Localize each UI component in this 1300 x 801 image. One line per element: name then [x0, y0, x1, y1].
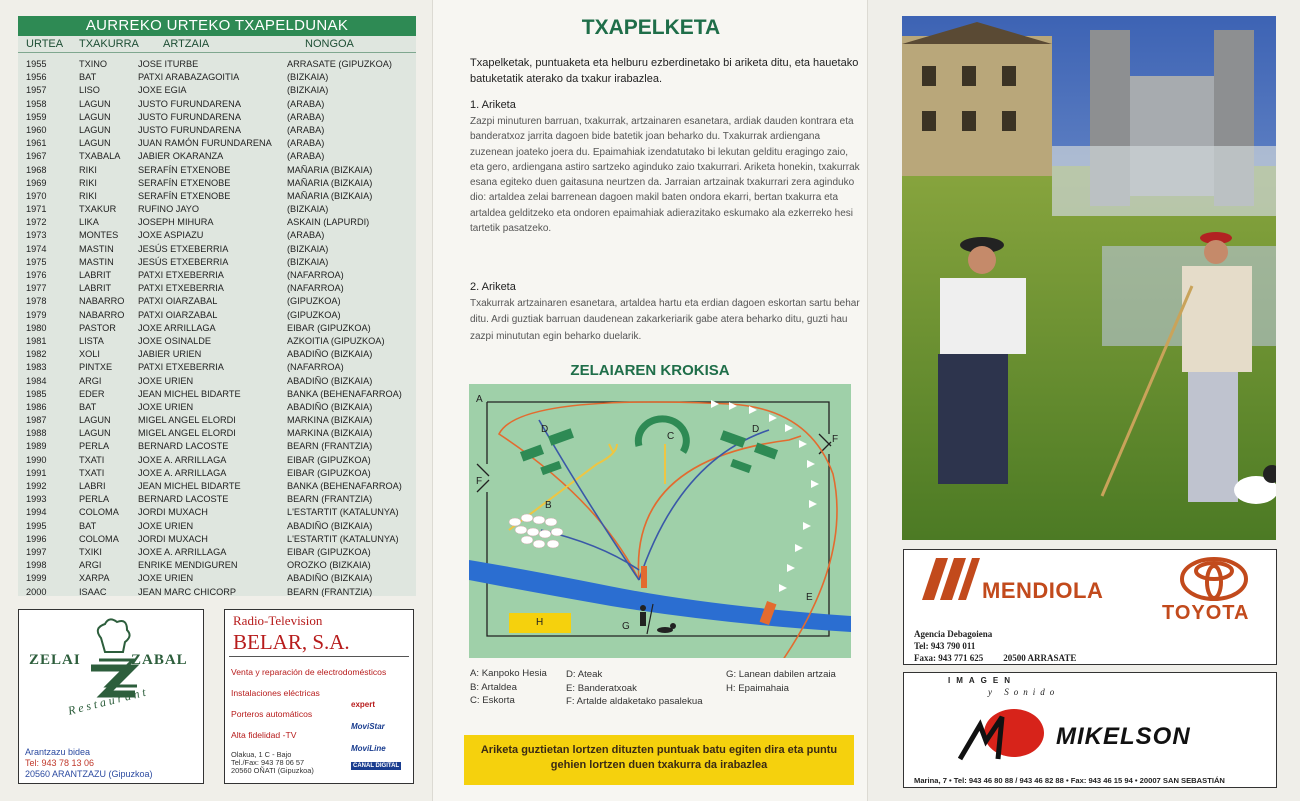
label-f-right: F — [832, 434, 839, 445]
cell-shepherd: JUSTO FURUNDARENA — [138, 124, 241, 135]
cell-shepherd: PATXI OIARZABAL — [138, 309, 218, 320]
cell-year: 1978 — [26, 296, 47, 307]
cell-origin: (ARABA) — [287, 230, 325, 241]
cell-shepherd: JESÚS ETXEBERRIA — [138, 256, 229, 267]
cell-shepherd: JORDI MUXACH — [138, 507, 208, 518]
table-row — [26, 84, 416, 97]
cell-origin: (ARABA) — [287, 138, 325, 149]
cell-origin: EIBAR (GIPUZKOA) — [287, 454, 371, 465]
cell-origin: (BIZKAIA) — [287, 243, 329, 254]
cell-dog: BAT — [79, 72, 97, 83]
cell-origin: ABADIÑO (BIZKAIA) — [287, 349, 373, 360]
table-row — [26, 137, 416, 150]
label-b: B — [545, 500, 552, 511]
table-row — [26, 440, 416, 453]
photo-collage-art — [902, 16, 1276, 540]
cell-shepherd: JABIER URIEN — [138, 349, 202, 360]
table-row — [26, 401, 416, 414]
cell-year: 1973 — [26, 230, 47, 241]
cell-origin: MARKINA (BIZKAIA) — [287, 428, 373, 439]
cell-shepherd: JOXE URIEN — [138, 401, 194, 412]
table-row — [26, 322, 416, 335]
cell-shepherd: JOXE ASPIAZU — [138, 230, 204, 241]
cell-dog: LAGUN — [79, 138, 111, 149]
table-row — [26, 124, 416, 137]
cell-year: 1988 — [26, 428, 47, 439]
cell-origin: (ARABA) — [287, 111, 325, 122]
cell-origin: MAÑARIA (BIZKAIA) — [287, 177, 373, 188]
cell-dog: COLOMA — [79, 507, 119, 518]
header-origin: NONGOA — [305, 38, 354, 50]
photo-collage — [902, 16, 1276, 540]
cell-dog: LABRI — [79, 481, 106, 491]
cell-shepherd: JABIER OKARANZA — [138, 151, 224, 162]
cell-shepherd: JOXE EGIA — [138, 85, 187, 96]
cell-dog: TXIKI — [79, 546, 102, 557]
table-row — [26, 533, 416, 546]
cell-year: 1991 — [26, 467, 47, 478]
cell-shepherd: SERAFÍN ETXENOBE — [138, 177, 231, 188]
table-row — [26, 559, 416, 572]
table-row — [26, 572, 416, 585]
cell-shepherd: JOXE A. ARRILLAGA — [138, 546, 227, 557]
table-row — [26, 203, 416, 216]
cell-shepherd: PATXI ARABAZAGOITIA — [138, 72, 240, 83]
cell-year: 1958 — [26, 98, 47, 109]
legend-c: C: Eskorta — [470, 695, 515, 706]
legend-g: G: Lanean dabilen artzaia — [726, 669, 836, 680]
cell-year: 1967 — [26, 151, 47, 162]
expert-logo: expert — [351, 700, 376, 709]
cell-dog: XARPA — [79, 573, 110, 584]
cell-shepherd: ENRIKE MENDIGUREN — [138, 560, 238, 571]
cell-dog: TXINO — [79, 59, 108, 69]
label-h: H — [536, 617, 544, 628]
cell-origin: BANKA (BEHENAFARROA) — [287, 388, 402, 399]
table-row — [26, 295, 416, 308]
cell-dog: PINTXE — [79, 362, 113, 373]
cell-origin: (BIZKAIA) — [287, 204, 329, 215]
belar-addr1: Olakua, 1 C - Bajo — [231, 750, 292, 759]
header-divider — [18, 52, 416, 53]
cell-shepherd: SERAFÍN ETXENOBE — [138, 164, 231, 175]
legend-b: B: Artaldea — [470, 681, 517, 693]
cell-dog: BAT — [79, 520, 97, 531]
cell-dog: LAGUN — [79, 98, 111, 109]
belar-service-1: Venta y reparación de electrodomésticos — [231, 667, 387, 677]
cell-shepherd: JUSTO FURUNDARENA — [138, 98, 241, 109]
cell-origin: (BIZKAIA) — [287, 72, 329, 83]
cell-year: 1998 — [26, 560, 47, 571]
champions-table — [26, 58, 416, 599]
cell-dog: LAGUN — [79, 124, 111, 135]
mikelson-logo — [958, 707, 1048, 763]
table-row — [26, 111, 416, 124]
belar-name: BELAR, S.A. — [233, 630, 350, 654]
cell-dog: XOLI — [79, 349, 100, 360]
belar-service-4: Alta fidelidad -TV — [231, 730, 297, 740]
cell-dog: PERLA — [79, 494, 110, 505]
mendiola-contact — [914, 628, 1076, 664]
table-row — [26, 216, 416, 229]
cell-year: 1961 — [26, 138, 47, 149]
table-row — [26, 269, 416, 282]
belar-address — [231, 751, 314, 775]
cell-year: 1977 — [26, 283, 47, 294]
cell-origin: BEARN (FRANTZIA) — [287, 586, 373, 597]
table-row — [26, 335, 416, 348]
cell-origin: L'ESTARTIT (KATALUNYA) — [287, 507, 399, 518]
table-row — [26, 427, 416, 440]
cell-dog: RIKI — [79, 164, 97, 175]
table-row — [26, 520, 416, 533]
table-row — [26, 164, 416, 177]
cell-year: 1984 — [26, 375, 47, 386]
toyota-logo — [1179, 556, 1249, 602]
cell-dog: NABARRO — [79, 296, 125, 307]
cell-year: 1959 — [26, 111, 47, 122]
label-d-left: D — [541, 424, 549, 435]
cell-shepherd: JOXE OSINALDE — [138, 335, 212, 346]
belar-ad — [224, 609, 414, 784]
zelai-subtitle: Restaurant — [66, 684, 151, 718]
cell-year: 1960 — [26, 124, 47, 135]
cell-origin: BANKA (BEHENAFARROA) — [287, 481, 402, 491]
label-f-left: F — [476, 476, 483, 487]
cell-origin: L'ESTARTIT (KATALUNYA) — [287, 533, 399, 544]
cell-year: 1975 — [26, 256, 47, 267]
cell-shepherd: JEAN MICHEL BIDARTE — [138, 388, 241, 399]
table-row — [26, 243, 416, 256]
cell-year: 2000 — [26, 586, 47, 597]
cell-dog: TXAKUR — [79, 204, 117, 215]
cell-shepherd: JOXE A. ARRILLAGA — [138, 454, 227, 465]
cell-year: 1989 — [26, 441, 47, 452]
cell-year: 1974 — [26, 243, 47, 254]
cell-year: 1995 — [26, 520, 47, 531]
cell-year: 1985 — [26, 388, 47, 399]
scoring-note-text: Ariketa guztietan lortzen dituzten puntuak batu egiten dira eta puntu gehien lortzen duen txakurra da irabazlea — [480, 744, 838, 771]
cell-year: 1957 — [26, 85, 47, 96]
cell-shepherd: PATXI ETXEBERRIA — [138, 362, 224, 373]
zelai-addr3: 20560 ARANTZAZU (Gipuzkoa) — [25, 769, 153, 779]
cell-origin: BEARN (FRANTZIA) — [287, 494, 373, 505]
cell-origin: (ARABA) — [287, 124, 325, 135]
cell-year: 1993 — [26, 494, 47, 505]
mendiola-agency: Agencia Debagoiena — [914, 629, 993, 639]
cell-origin: EIBAR (GIPUZKOA) — [287, 546, 371, 557]
cell-year: 1969 — [26, 177, 47, 188]
cell-shepherd: JOSEPH MIHURA — [138, 217, 214, 228]
table-row — [26, 493, 416, 506]
table-row — [26, 480, 416, 493]
cell-dog: RIKI — [79, 190, 97, 201]
cell-year: 1955 — [26, 59, 47, 69]
table-row — [26, 375, 416, 388]
cell-origin: (NAFARROA) — [287, 270, 344, 280]
cell-dog: PERLA — [79, 441, 110, 452]
left-panel — [0, 0, 432, 801]
cell-year: 1972 — [26, 217, 47, 228]
mendiola-logo — [918, 558, 980, 600]
legend-f: F: Artalde aldaketako pasalekua — [566, 696, 703, 707]
ariketa-2-body: Txakurrak artzainaren esanetara, artaldea hartu eta erdian dagoen eskortan sartu behar ditu. Ardi guztiak barruan daudenean zakarkeriarik gabe atera beharko ditu, guzti hau zazpi minututan egin beharko duelarik. — [470, 298, 860, 342]
cell-dog: COLOMA — [79, 533, 119, 544]
table-row — [26, 586, 416, 599]
cell-dog: LAGUN — [79, 111, 111, 122]
belar-service-3: Porteros automáticos — [231, 709, 313, 719]
table-row — [26, 98, 416, 111]
legend-col-3 — [726, 668, 836, 695]
table-row — [26, 229, 416, 242]
cell-shepherd: BERNARD LACOSTE — [138, 441, 229, 452]
table-row — [26, 150, 416, 163]
krokisa-title: ZELAIAREN KROKISA — [570, 362, 730, 379]
header-year: URTEA — [26, 38, 64, 50]
cell-origin: (NAFARROA) — [287, 283, 344, 294]
cell-shepherd: JOXE URIEN — [138, 573, 194, 584]
cell-year: 1981 — [26, 335, 47, 346]
cell-origin: ARRASATE (GIPUZKOA) — [287, 59, 392, 69]
cell-year: 1997 — [26, 546, 47, 557]
cell-shepherd: JOSE ITURBE — [138, 59, 199, 69]
zelai-addr1: Arantzazu bidea — [25, 747, 91, 757]
mikelson-footer: Marina, 7 • Tel: 943 46 80 88 / 943 46 82 88 • Fax: 943 46 15 94 • 20007 SAN SEBASTIÁN — [914, 776, 1225, 785]
header-dog: TXAKURRA — [79, 38, 139, 50]
cell-year: 1986 — [26, 401, 47, 412]
cell-dog: LISO — [79, 85, 100, 96]
mikelson-imagen: IMAGEN — [948, 676, 1016, 685]
cell-origin: EIBAR (GIPUZKOA) — [287, 322, 371, 333]
table-row — [26, 282, 416, 295]
label-e: E — [806, 592, 813, 603]
cell-dog: MASTIN — [79, 256, 114, 267]
cell-dog: RIKI — [79, 177, 97, 188]
scoring-note — [464, 735, 854, 785]
legend-col-1 — [470, 667, 547, 708]
label-d-right: D — [752, 424, 760, 435]
cell-origin: BEARN (FRANTZIA) — [287, 441, 373, 452]
cell-shepherd: PATXI ETXEBERRIA — [138, 270, 224, 280]
cell-dog: TXABALA — [79, 151, 121, 162]
cell-dog: EDER — [79, 388, 105, 399]
cell-shepherd: JUSTO FURUNDARENA — [138, 111, 241, 122]
cell-year: 1976 — [26, 270, 47, 280]
label-c: C — [667, 431, 675, 442]
cell-dog: MONTES — [79, 230, 119, 241]
cell-year: 1980 — [26, 322, 47, 333]
table-row — [26, 361, 416, 374]
cell-origin: (GIPUZKOA) — [287, 296, 341, 307]
moviline-logo: MoviLine — [351, 744, 386, 753]
cell-dog: LAGUN — [79, 428, 111, 439]
cell-year: 1992 — [26, 481, 47, 491]
cell-shepherd: RUFINO JAYO — [138, 204, 200, 215]
cell-year: 1987 — [26, 415, 47, 426]
cell-origin: ABADIÑO (BIZKAIA) — [287, 401, 373, 412]
belar-divider — [229, 656, 409, 657]
cell-shepherd: JOXE ARRILLAGA — [138, 322, 216, 333]
legend-h: H: Epaimahaia — [726, 682, 789, 694]
table-row — [26, 348, 416, 361]
field-sketch — [469, 384, 851, 658]
cell-shepherd: PATXI ETXEBERRIA — [138, 283, 224, 294]
canal-digital-logo: CANAL DIGITAL — [353, 763, 400, 769]
mikelson-ad — [903, 672, 1277, 788]
mendiola-name: MENDIOLA — [982, 578, 1104, 603]
cell-shepherd: JOXE A. ARRILLAGA — [138, 467, 227, 478]
cell-shepherd: JOXE URIEN — [138, 520, 194, 531]
belar-service-2: Instalaciones eléctricas — [231, 688, 320, 698]
cell-year: 1982 — [26, 349, 47, 360]
zelai-name-left: ZELAI — [29, 652, 81, 668]
cell-dog: PASTOR — [79, 322, 116, 333]
table-row — [26, 71, 416, 84]
cell-shepherd: JUAN RAMÓN FURUNDARENA — [138, 138, 272, 149]
cell-shepherd: JOXE URIEN — [138, 375, 194, 386]
cell-shepherd: SERAFÍN ETXENOBE — [138, 190, 231, 201]
cell-origin: (ARABA) — [287, 151, 325, 162]
label-g: G — [622, 621, 630, 632]
cell-dog: ARGI — [79, 560, 102, 571]
header-shepherd: ARTZAIA — [163, 38, 210, 50]
cell-origin: (BIZKAIA) — [287, 85, 329, 96]
cell-origin: ABADIÑO (BIZKAIA) — [287, 375, 373, 386]
table-row — [26, 58, 416, 71]
cell-origin: (NAFARROA) — [287, 362, 344, 373]
movistar-logo: MoviStar — [351, 722, 385, 731]
table-row — [26, 414, 416, 427]
cell-dog: LABRIT — [79, 283, 112, 294]
table-row — [26, 177, 416, 190]
cell-origin: MARKINA (BIZKAIA) — [287, 415, 373, 426]
belar-radio: Radio-Television — [233, 613, 323, 628]
cell-origin: MAÑARIA (BIZKAIA) — [287, 190, 373, 201]
txapelketa-title: TXAPELKETA — [581, 16, 721, 39]
legend-d: D: Ateak — [566, 669, 603, 680]
building-left — [902, 36, 1052, 176]
table-row — [26, 256, 416, 269]
cell-shepherd: BERNARD LACOSTE — [138, 494, 229, 505]
cell-origin: ABADIÑO (BIZKAIA) — [287, 520, 373, 531]
cell-dog: TXATI — [79, 467, 105, 478]
table-row — [26, 190, 416, 203]
cell-year: 1968 — [26, 164, 47, 175]
post-marker — [641, 566, 647, 588]
mikelson-name: MIKELSON — [1056, 723, 1191, 750]
cell-dog: ARGI — [79, 375, 102, 386]
table-row — [26, 546, 416, 559]
label-a: A — [476, 394, 483, 405]
cell-dog: ISAAC — [79, 586, 107, 597]
ariketa-2-title: 2. Ariketa — [470, 281, 516, 293]
table-row — [26, 506, 416, 519]
legend-col-2 — [566, 668, 703, 709]
legend-a: A: Kanpoko Hesia — [470, 668, 547, 679]
cell-year: 1999 — [26, 573, 47, 584]
cell-year: 1971 — [26, 204, 47, 215]
cell-shepherd: MIGEL ANGEL ELORDI — [138, 415, 236, 426]
cell-dog: LISTA — [79, 335, 104, 346]
cell-year: 1983 — [26, 362, 47, 373]
intro-text: Txapelketak, puntuaketa eta helburu ezberdinetako bi ariketa ditu, eta hauetako batuketatik aterako da txakur irabazlea. — [470, 57, 859, 85]
mendiola-city: 20500 ARRASATE — [1003, 653, 1077, 663]
cell-dog: TXATI — [79, 454, 105, 465]
champions-title: AURREKO URTEKO TXAPELDUNAK — [18, 16, 416, 36]
cell-shepherd: JEAN MICHEL BIDARTE — [138, 481, 241, 491]
cell-year: 1956 — [26, 72, 47, 83]
cell-shepherd: MIGEL ANGEL ELORDI — [138, 428, 236, 439]
cell-shepherd: JORDI MUXACH — [138, 533, 208, 544]
cell-origin: (ARABA) — [287, 98, 325, 109]
table-row — [26, 388, 416, 401]
cell-origin: MAÑARIA (BIZKAIA) — [287, 164, 373, 175]
cell-origin: EIBAR (GIPUZKOA) — [287, 467, 371, 478]
ariketa-1-title: 1. Ariketa — [470, 99, 516, 111]
mendiola-fax: Faxa: 943 771 625 — [914, 653, 984, 663]
cell-dog: LABRIT — [79, 270, 112, 280]
cell-shepherd: JEAN MARC CHICORP — [138, 586, 237, 597]
cell-year: 1970 — [26, 190, 47, 201]
table-row — [26, 454, 416, 467]
ariketa-1-body: Zazpi minuturen barruan, txakurrak, artzainaren esanetara, ardiak dauden kontrara eta banderatxoz jarrita dagoen bide batetik joan beharko du. Txakurrak ardiengana zuzenean joateko joera du. Epaimahiak izendatutako bi lekutan gelditu eragingo zaio, eta gero, ardiengana astiro sartzeko aginduko zaio txakurrari. Ariketa honekin, txakurrak esana egiteko duen gaitasuna neurtzen da. Jarraian artzainak txakurrari zera aginduko dio: artaldea zelai barrenean dagoen makil baten ondora ekarri, bertan txakurra eta artaldea gelditzeko eta ondoren epaimahiak adierazitako eskumako ala ezkerreko hesi tartetik pasatzeko. — [470, 116, 860, 235]
plaza — [1052, 146, 1276, 216]
cell-dog: LAGUN — [79, 415, 111, 426]
cell-shepherd: JESÚS ETXEBERRIA — [138, 243, 229, 254]
cell-year: 1996 — [26, 533, 47, 544]
belar-addr3: 20560 OÑATI (Gipuzkoa) — [231, 766, 314, 775]
belar-phone: Tel./Fax: 943 78 06 57 — [231, 758, 305, 767]
cell-origin: AZKOITIA (GIPUZKOA) — [287, 335, 385, 346]
cell-origin: (BIZKAIA) — [287, 256, 329, 267]
table-row — [26, 309, 416, 322]
cell-dog: BAT — [79, 401, 97, 412]
zelai-phone: Tel: 943 78 13 06 — [25, 758, 95, 768]
mendiola-ad — [903, 549, 1277, 665]
toyota-name: TOYOTA — [1162, 602, 1250, 624]
cell-dog: LIKA — [79, 217, 99, 228]
cell-origin: OROZKO (BIZKAIA) — [287, 560, 371, 571]
cell-origin: ABADIÑO (BIZKAIA) — [287, 573, 373, 584]
zelai-address — [25, 747, 153, 780]
zelai-name-right: ZABAL — [131, 652, 188, 668]
mendiola-phone: Tel: 943 790 011 — [914, 641, 976, 651]
zelai-zabal-ad — [18, 609, 204, 784]
table-row — [26, 467, 416, 480]
cell-year: 1979 — [26, 309, 47, 320]
cell-dog: NABARRO — [79, 309, 125, 320]
cell-dog: MASTIN — [79, 243, 114, 254]
mikelson-sonido: y Sonido — [988, 687, 1060, 697]
cell-shepherd: PATXI OIARZABAL — [138, 296, 218, 307]
cell-origin: (GIPUZKOA) — [287, 309, 341, 320]
cell-origin: ASKAIN (LAPURDI) — [287, 217, 370, 228]
cell-year: 1990 — [26, 454, 47, 465]
cell-year: 1994 — [26, 507, 47, 518]
legend-e: E: Banderatxoak — [566, 682, 637, 694]
